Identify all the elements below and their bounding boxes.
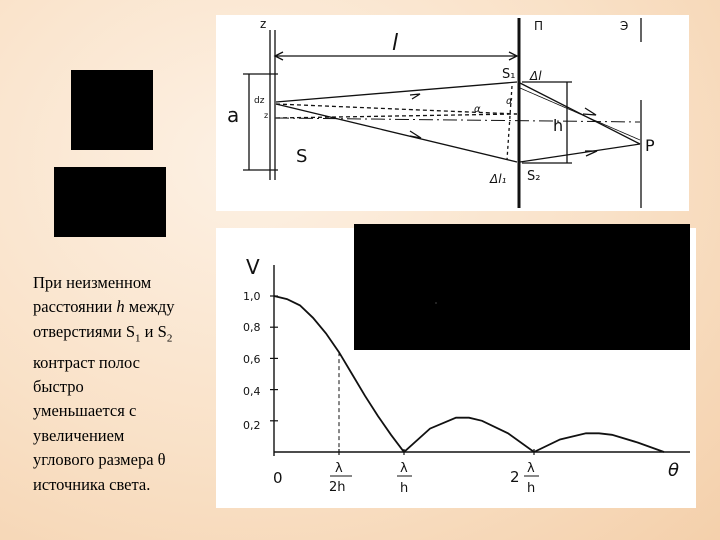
black-image-placeholder-3 <box>354 224 690 350</box>
label-alpha-2: α <box>506 96 513 107</box>
x-tick-label: h <box>527 481 536 496</box>
y-tick-label: 1,0 <box>243 290 261 303</box>
label-point-p: P <box>645 136 655 155</box>
x-tick-label: λ <box>400 461 408 476</box>
caption-line: быстро <box>33 376 84 396</box>
caption-line: уменьшается с <box>33 401 137 421</box>
caption-line: При неизменном <box>33 273 152 292</box>
x-tick-label: 2 <box>510 468 520 486</box>
label-l: l <box>392 31 399 56</box>
label-a: a <box>227 103 240 127</box>
caption-line: отверстиями $S_1$ и $S_2$ <box>33 321 173 345</box>
label-delta-l1: Δl₁ <box>490 172 507 186</box>
caption-line: углового размера θ <box>33 450 166 470</box>
x-axis-label: θ <box>668 460 680 481</box>
label-s2: S₂ <box>527 169 541 184</box>
x-tick-label: 2h <box>329 480 346 495</box>
x-tick-label: 0 <box>273 469 283 487</box>
label-z: z <box>260 17 267 31</box>
label-source-s: S <box>296 146 308 167</box>
var-h: h <box>116 297 125 317</box>
caption-line: увеличением <box>33 425 125 445</box>
label-s1: S₁ <box>502 67 516 82</box>
y-axis-label: V <box>246 255 260 279</box>
y-tick-label: 0,4 <box>243 385 261 398</box>
speck <box>435 302 437 304</box>
y-tick-label: 0,6 <box>243 353 261 366</box>
label-screen-e: Э <box>620 19 629 33</box>
label-screen-p: П <box>534 19 544 33</box>
theta-symbol: θ <box>157 450 166 470</box>
label-dz: dz <box>254 96 265 106</box>
y-tick-label: 0,8 <box>243 321 261 334</box>
x-tick-label: λ <box>335 461 343 476</box>
y-tick-label: 0,2 <box>243 419 261 432</box>
label-h: h <box>553 116 564 135</box>
x-tick-label: h <box>400 481 409 496</box>
label-z-small: z <box>264 111 269 120</box>
caption-line: источника света. <box>33 474 151 494</box>
caption-line: расстоянии h между <box>33 297 175 317</box>
caption-line: контраст полос <box>33 352 140 372</box>
label-delta-l: Δl <box>530 69 542 83</box>
label-alpha: α <box>474 104 481 115</box>
x-tick-label: λ <box>527 461 535 476</box>
